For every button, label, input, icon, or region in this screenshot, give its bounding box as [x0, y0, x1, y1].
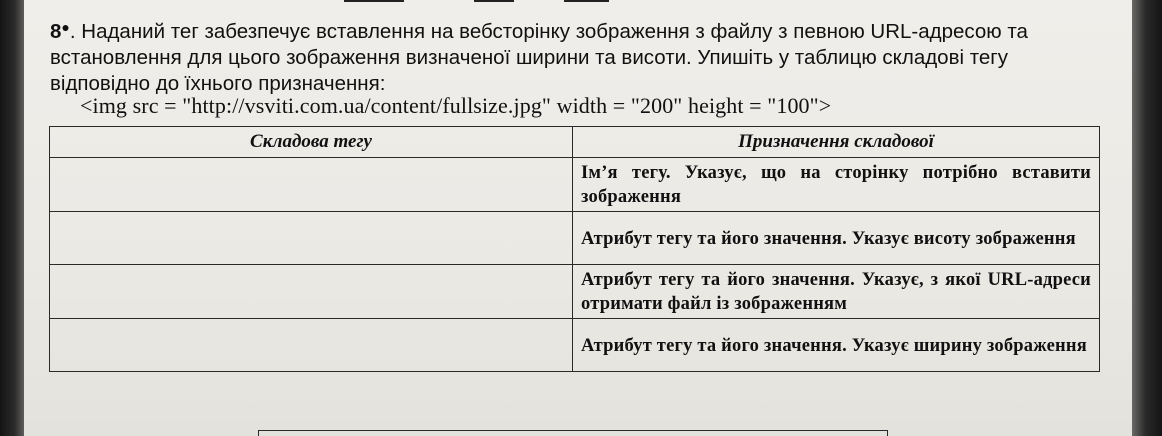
component-answer-cell[interactable]	[50, 212, 573, 265]
table-row	[50, 319, 1100, 372]
table-header-row	[50, 127, 1100, 158]
header-purpose: Призначення складової	[573, 127, 1100, 158]
header-component: Складова тегу	[50, 127, 573, 158]
component-answer-cell[interactable]	[50, 319, 573, 372]
purpose-cell: Атрибут тегу та його значення. Указує висоту зображення	[573, 212, 1100, 265]
purpose-cell: Атрибут тегу та його значення. Указує, з якої URL-адреси отримати файл із зображенням	[573, 265, 1100, 319]
top-rule-mark	[474, 0, 514, 2]
top-rule-mark	[564, 0, 609, 2]
task-number: 8●	[50, 19, 70, 43]
table-row	[50, 212, 1100, 265]
top-rule-mark	[344, 0, 404, 2]
right-dark-border	[1132, 0, 1162, 436]
components-table	[49, 126, 1100, 372]
table-row	[50, 158, 1100, 212]
table-row	[50, 265, 1100, 319]
purpose-cell: Ім’я тегу. Указує, що на сторінку потрібно вставити зображення	[573, 158, 1100, 212]
task-text: . Наданий тег забезпечує вставлення на вебсторінку зображення з файлу з певною URL-адресою та встановлення для цього зображення визначеної ширини та висоти. Упишіть у таблицю складові тегу відповідно до їхнього призначення:	[50, 20, 1028, 95]
component-answer-cell[interactable]	[50, 265, 573, 319]
left-dark-border	[0, 0, 24, 436]
html-code-example: <img src = "http://vsviti.com.ua/content/fullsize.jpg" width = "200" height = "100">	[80, 93, 832, 118]
component-answer-cell[interactable]	[50, 158, 573, 212]
task-statement	[50, 14, 1100, 97]
purpose-cell: Атрибут тегу та його значення. Указує ширину зображення	[573, 319, 1100, 372]
next-answer-box	[258, 430, 888, 436]
difficulty-marker: ●	[61, 19, 70, 35]
